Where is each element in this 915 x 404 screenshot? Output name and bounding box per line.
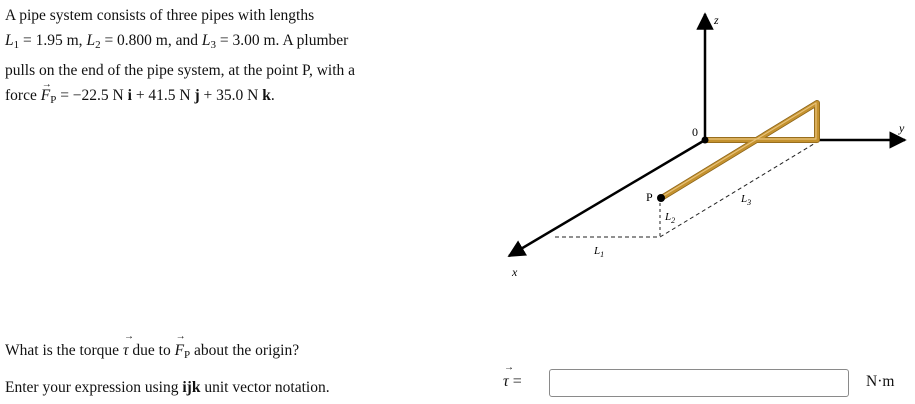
torque-answer-input[interactable]	[549, 369, 849, 397]
force-symbol: → F	[175, 342, 184, 360]
pipe-system-diagram	[495, 0, 915, 300]
problem-line-4: force → $F_P = -22.5$ N i + 41.5 N j + 35.0 N k.	[5, 83, 445, 113]
torque-question: What is the torque → τ due to → $F_P$ about the origin?	[5, 342, 299, 361]
problem-line-3: pulls on the end of the pipe system, at the point P, with a	[5, 62, 355, 79]
answer-instructions: Enter your expression using ijk unit vector notation.	[5, 379, 330, 396]
l1-label: $L_1$	[594, 245, 605, 259]
problem-line-1: A pipe system consists of three pipes with lengths	[5, 7, 315, 24]
answer-torque-symbol: → τ	[503, 373, 509, 391]
dashed-line-diagonal	[660, 142, 817, 237]
force-vector-symbol: → F	[41, 83, 50, 108]
origin-label: 0	[692, 125, 698, 139]
answer-label: → τ =	[503, 373, 522, 391]
x-axis	[509, 140, 705, 256]
origin-point	[702, 137, 709, 144]
point-p-label: P	[646, 190, 653, 204]
z-axis-label: z	[714, 13, 719, 27]
torque-symbol: → τ	[123, 342, 129, 360]
unit-label: N·m	[866, 373, 895, 390]
l3-label: $L_3$	[741, 193, 752, 207]
problem-statement	[5, 3, 445, 113]
x-axis-label: x	[512, 265, 518, 279]
problem-line-2: $L_1 = 1.95$ m, $L_2 = 0.800$ m, and $L_3 = 3.00$ m. A plumber	[5, 32, 349, 51]
point-p	[657, 194, 665, 202]
y-axis-label: y	[899, 121, 905, 135]
l2-label: $L_2$	[665, 211, 676, 225]
pipe-highlight	[663, 103, 816, 196]
